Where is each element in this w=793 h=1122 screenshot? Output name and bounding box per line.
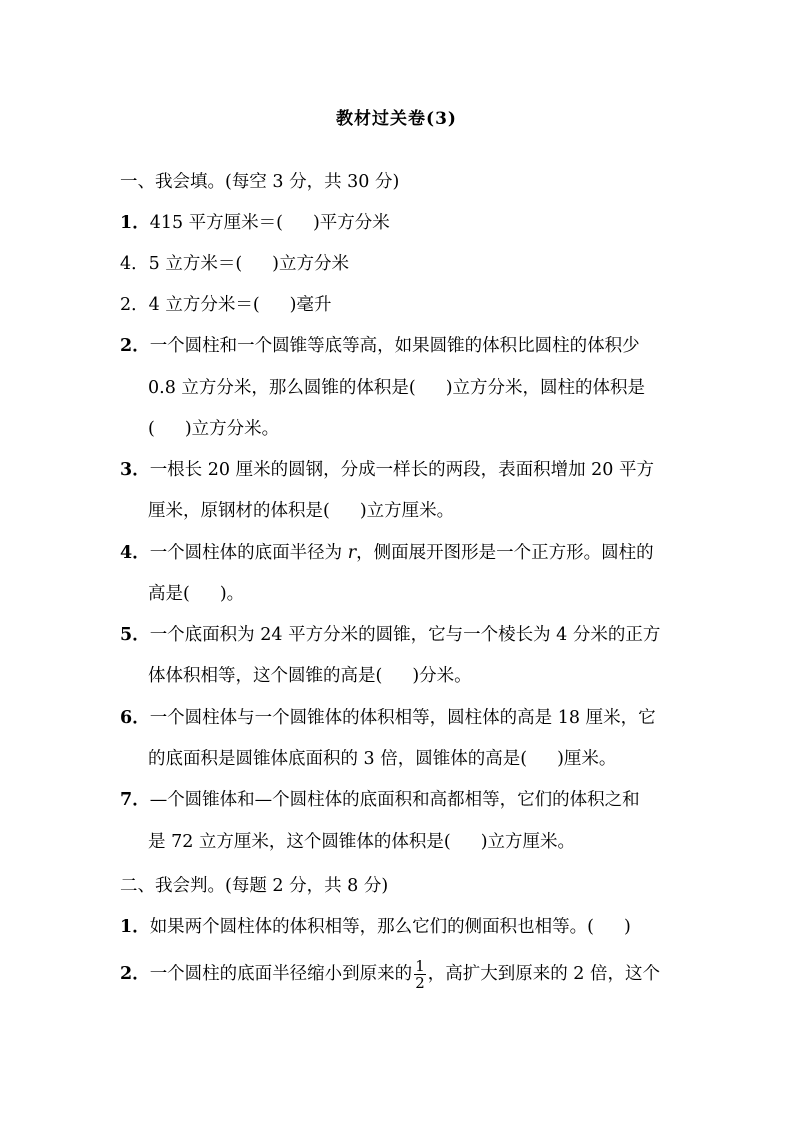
question-text: )立方厘米。 [359, 501, 455, 521]
question-text: 厘米，原钢材的体积是( [148, 501, 330, 521]
question-5-cont [148, 664, 472, 688]
question-number: 1 [120, 917, 133, 937]
question-6: 6．一个圆柱体与一个圆锥体的体积相等，圆柱体的高是 18 厘米，它 [120, 708, 656, 728]
question-text: 一个圆柱体与一个圆锥体的体积相等，圆柱体的高是 18 厘米，它 [149, 708, 656, 728]
question-4: 4．一个圆柱体的底面半径为 r，侧面展开图形是一个正方形。圆柱的 [120, 543, 654, 563]
fraction-numerator: 1 [415, 957, 425, 975]
section-1-heading: 一、我会填。(每空 3 分，共 30 分) [120, 172, 400, 192]
fraction-one-half [414, 958, 426, 991]
question-text: 一个圆柱体的底面半径为 [149, 543, 348, 563]
question-number: 6 [120, 708, 133, 728]
question-number: 2 [120, 964, 133, 984]
fraction-denominator: 2 [415, 974, 425, 992]
question-3-cont [148, 499, 454, 523]
judge-question-1: 1．如果两个圆柱体的体积相等，那么它们的侧面积也相等。( ) [120, 917, 631, 937]
question-text: ( [148, 419, 155, 439]
question-text: ) [624, 917, 631, 937]
page-title: 教材过关卷(3) [336, 109, 457, 129]
question-text: )分米。 [412, 666, 472, 686]
question-text: 415 平方厘米＝( [149, 213, 283, 233]
question-text: )毫升 [289, 295, 332, 315]
question-number: 3 [120, 460, 133, 480]
question-text: )立方分米 [272, 254, 349, 274]
judge-question-2: 2．一个圆柱的底面半径缩小到原来的 $\frac{1}{2}$ ，高扩大到原来的 2 倍，这个 [120, 957, 660, 992]
variable-r: r [347, 543, 357, 563]
question-number: 5 [120, 625, 133, 645]
question-text: 体体积相等，这个圆锥的高是( [148, 666, 383, 686]
question-text: 一个底面积为 24 平方分米的圆锥，它与一个棱长为 4 分米的正方 [149, 625, 661, 645]
question-2: 2．一个圆柱和一个圆锥等底等高，如果圆锥的体积比圆柱的体积少 [120, 336, 640, 356]
question-7-cont [148, 830, 575, 854]
question-7: 7．—个圆锥体和—个圆柱体的底面积和高都相等，它们的体积之和 [120, 790, 640, 810]
question-text: 是 72 立方厘米，这个圆锥体的体积是( [148, 832, 451, 852]
question-text: —个圆锥体和—个圆柱体的底面积和高都相等，它们的体积之和 [149, 790, 640, 810]
question-text: 5 立方米＝( [148, 254, 243, 274]
question-2-cont2 [148, 417, 279, 441]
question-number: 4 [120, 254, 132, 274]
question-text: ，侧面展开图形是一个正方形。圆柱的 [356, 543, 654, 563]
question-text: 4 立方分米＝( [148, 295, 260, 315]
question-text: )立方厘米。 [480, 832, 576, 852]
question-5: 5．一个底面积为 24 平方分米的圆锥，它与一个棱长为 4 分米的正方 [120, 625, 661, 645]
question-text: 如果两个圆柱体的体积相等，那么它们的侧面积也相等。( [149, 917, 595, 937]
question-text: )立方分米，圆柱的体积是 [445, 378, 646, 398]
question-text: ，高扩大到原来的 2 倍，这个 [427, 964, 660, 984]
question-text: 高是( [148, 584, 190, 604]
question-number: 2 [120, 295, 132, 315]
question-1b: 4．5 立方米＝( )立方分米 [120, 254, 349, 274]
question-3: 3．一根长 20 厘米的圆钢，分成一样长的两段，表面积增加 20 平方 [120, 460, 654, 480]
question-2-cont [148, 376, 645, 400]
question-number: 4 [120, 543, 133, 563]
question-text: 一个圆柱的底面半径缩小到原来的 [149, 964, 413, 984]
section-2-heading: 二、我会判。(每题 2 分，共 8 分) [120, 876, 389, 896]
question-text: )厘米。 [557, 749, 617, 769]
question-text: 0.8 立方分米，那么圆锥的体积是( [148, 378, 416, 398]
question-number: 7 [120, 790, 133, 810]
question-text: 一根长 20 厘米的圆钢，分成一样长的两段，表面积增加 20 平方 [149, 460, 654, 480]
question-text: )平方分米 [312, 213, 390, 233]
question-text: )立方分米。 [184, 419, 280, 439]
question-text: 的底面积是圆锥体底面积的 3 倍，圆锥体的高是( [148, 749, 528, 769]
question-4-cont [148, 582, 244, 606]
question-1c: 2．4 立方分米＝( )毫升 [120, 295, 332, 315]
question-number: 1 [120, 213, 133, 233]
question-6-cont [148, 747, 616, 771]
question-text: 一个圆柱和一个圆锥等底等高，如果圆锥的体积比圆柱的体积少 [149, 336, 640, 356]
question-number: 2 [120, 336, 133, 356]
question-1: 1．415 平方厘米＝( )平方分米 [120, 213, 390, 233]
question-text: )。 [219, 584, 245, 604]
